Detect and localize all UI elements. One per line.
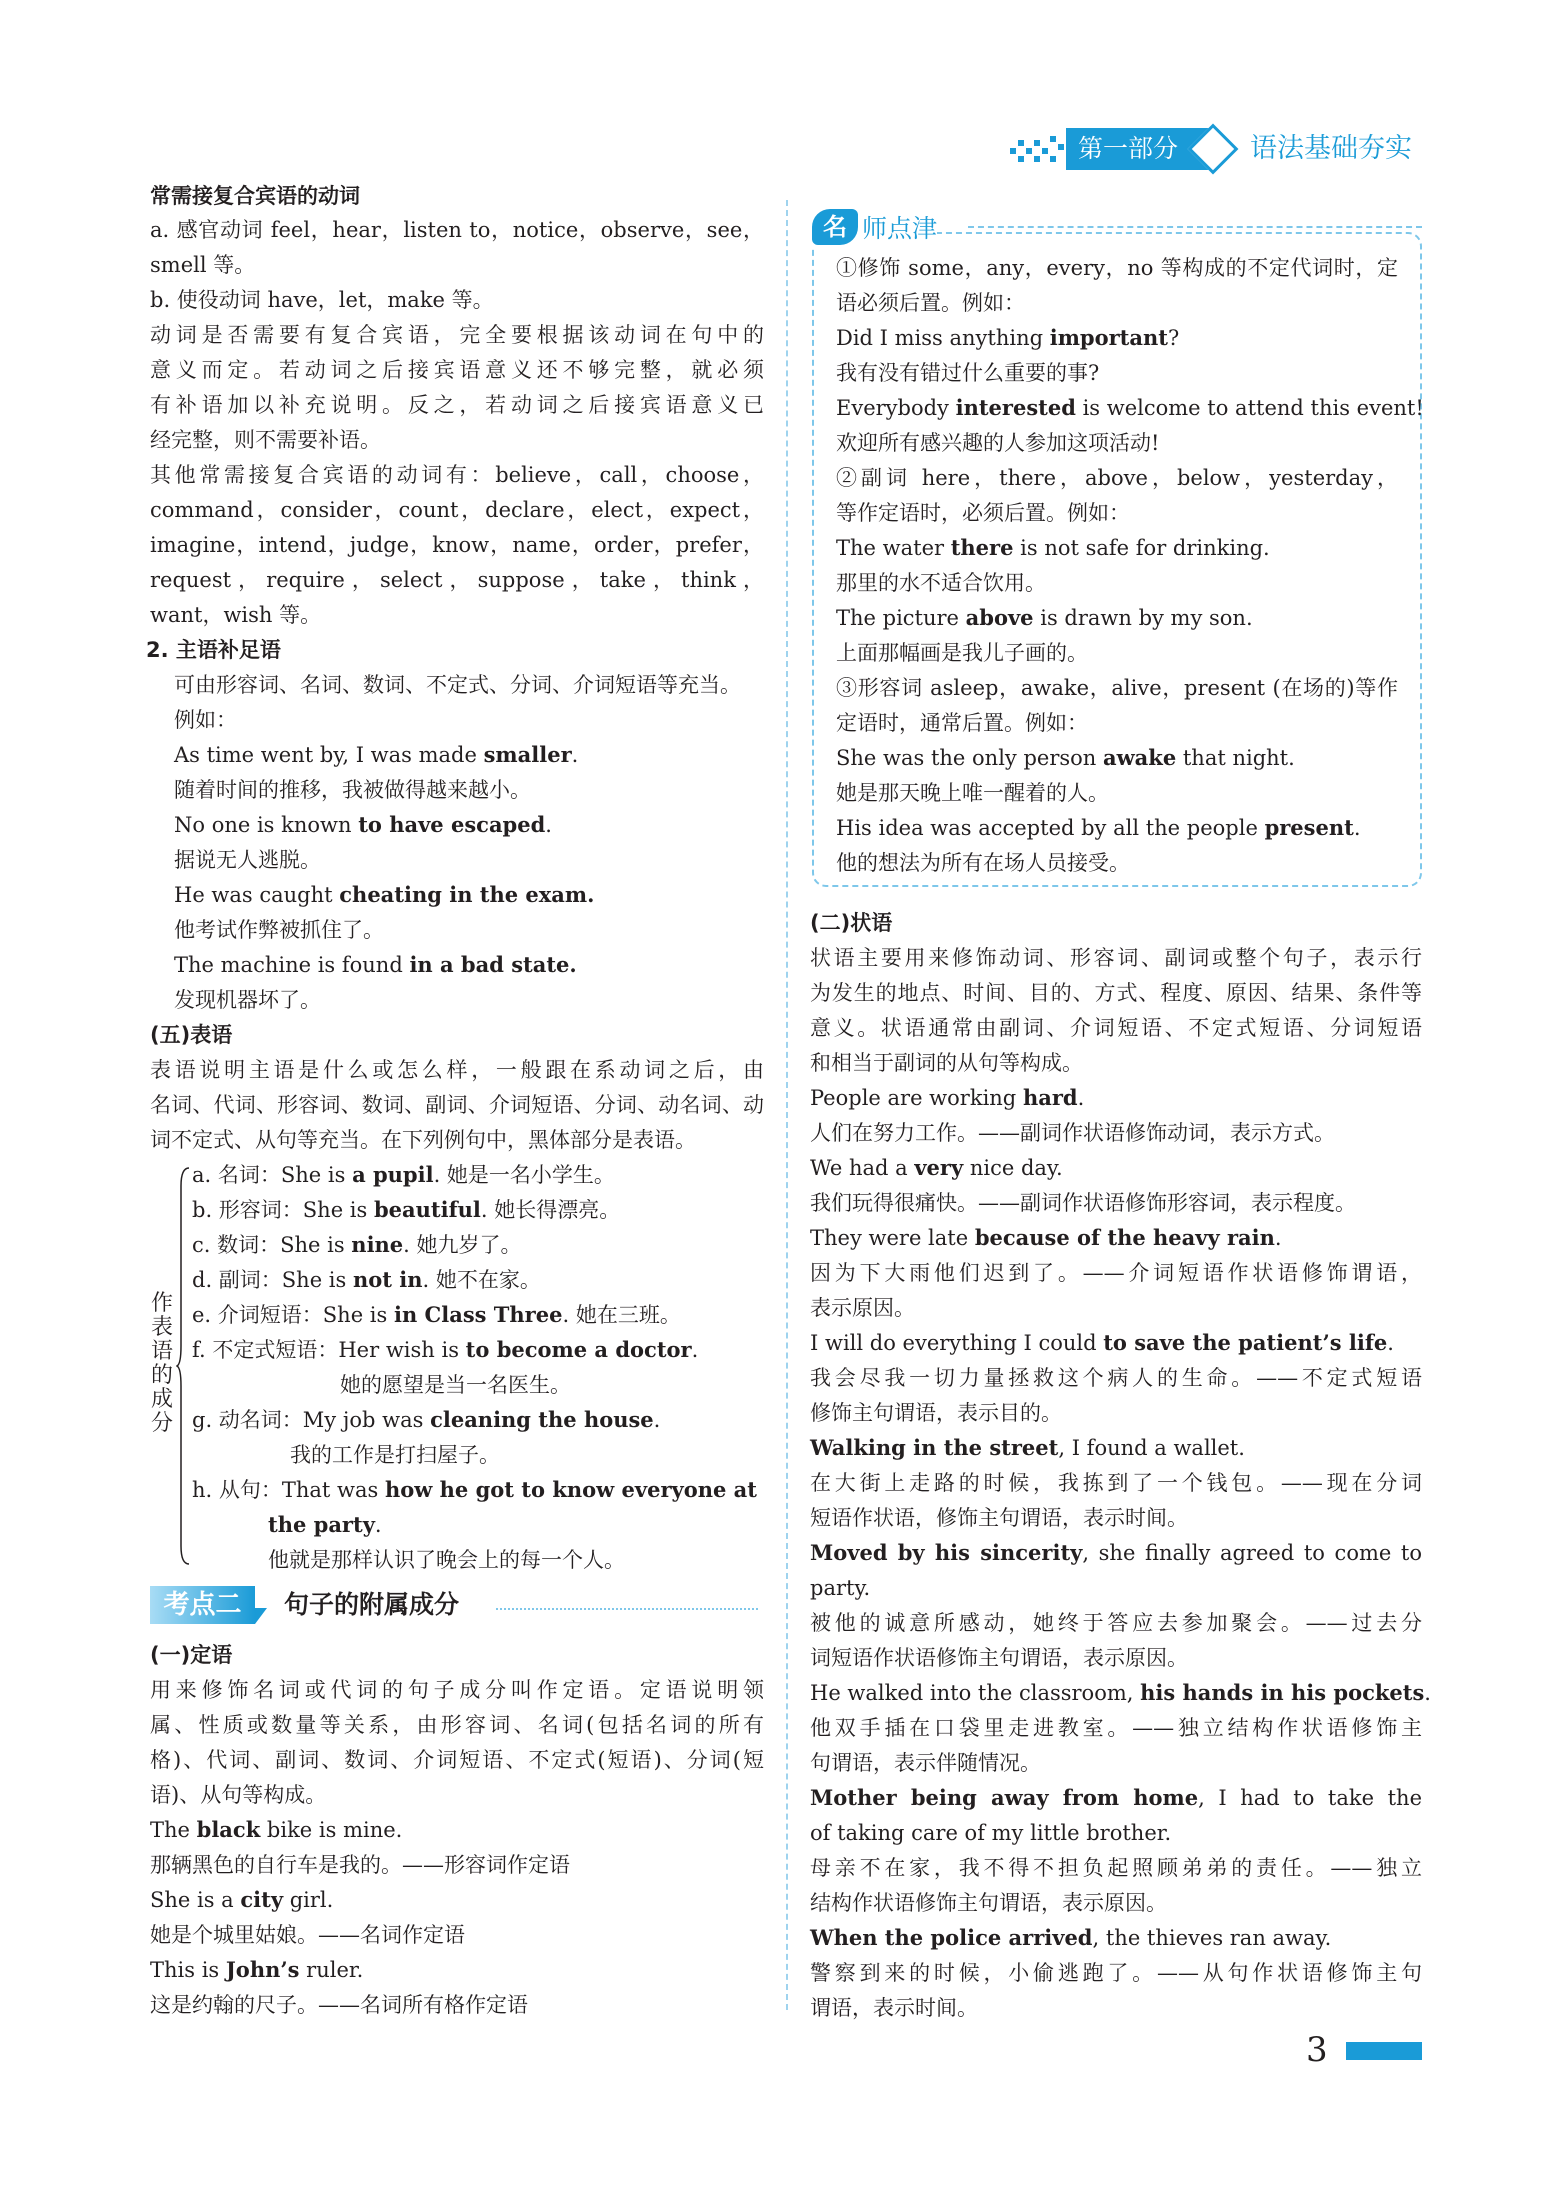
left-text-line: 她的愿望是当一名医生。	[340, 1373, 571, 1397]
right-text-line: Walking in the street, I found a wallet.	[810, 1435, 1245, 1460]
tip-badge: 名	[812, 209, 858, 245]
left-text-line: b. 形容词：She is beautiful. 她长得漂亮。	[192, 1197, 621, 1222]
right-text-line: 被他的诚意所感动，她终于答应去参加聚会。——过去分	[810, 1611, 1422, 1635]
left-text-line: the party.	[268, 1512, 382, 1537]
tip-text-line: 我有没有错过什么重要的事?	[836, 361, 1100, 385]
left-text-line: c. 数词：She is nine. 她九岁了。	[192, 1232, 522, 1257]
left-text-line: No one is known to have escaped.	[174, 812, 552, 837]
page-number-bar	[1346, 2042, 1422, 2060]
brace-label: 作 表 语 的 成 分	[150, 1291, 173, 1436]
right-text-line: 和相当于副词的从句等构成。	[810, 1051, 1083, 1075]
left-text-line: 我的工作是打扫屋子。	[290, 1443, 500, 1467]
left-text-line: The machine is found in a bad state.	[174, 952, 577, 977]
tip-text-line: 定语时，通常后置。例如：	[836, 711, 1088, 735]
kaodian-dotted-line	[496, 1608, 758, 1610]
right-text-line: party.	[810, 1576, 871, 1600]
brace-icon	[176, 1166, 190, 1566]
left-text-line: 可由形容词、名词、数词、不定式、分词、介词短语等充当。	[174, 673, 741, 697]
tip-text-line: 等作定语时，必须后置。例如：	[836, 501, 1130, 525]
left-text-line: 动词是否需要有复合宾语，完全要根据该动词在句中的	[150, 323, 764, 347]
right-text-line: 警察到来的时候，小偷逃跑了。——从句作状语修饰主句	[810, 1961, 1422, 1985]
header-decoration-icon	[1010, 136, 1070, 166]
column-divider	[786, 200, 788, 2010]
left-text-line: request，require，select，suppose，take，think，	[150, 568, 764, 592]
right-text-line: 谓语，表示时间。	[810, 1996, 978, 2020]
tip-text-line: 上面那幅画是我儿子画的。	[836, 641, 1088, 665]
left-text-line: 这是约翰的尺子。——名词所有格作定语	[150, 1993, 528, 2017]
left-text-line: 名词、代词、形容词、数词、副词、介词短语、分词、动名词、动	[150, 1093, 764, 1117]
tip-text-line: 欢迎所有感兴趣的人参加这项活动!	[836, 431, 1160, 455]
right-text-line: 结构作状语修饰主句谓语，表示原因。	[810, 1891, 1167, 1915]
tip-text-line: 他的想法为所有在场人员接受。	[836, 851, 1130, 875]
tip-text-line: The picture above is drawn by my son.	[836, 605, 1253, 630]
left-text-line: 据说无人逃脱。	[174, 848, 321, 872]
kaodian-tag: 考点二	[150, 1586, 255, 1624]
right-text-line: (二)状语	[810, 911, 893, 935]
left-text-line: 那辆黑色的自行车是我的。——形容词作定语	[150, 1853, 570, 1877]
left-text-line: 用来修饰名词或代词的句子成分叫作定语。定语说明领	[150, 1678, 764, 1702]
right-text-line: 他双手插在口袋里走进教室。——独立结构作状语修饰主	[810, 1716, 1422, 1740]
right-text-line: 人们在努力工作。——副词作状语修饰动词，表示方式。	[810, 1121, 1335, 1145]
left-text-line: (五)表语	[150, 1023, 233, 1047]
tip-text-line: She was the only person awake that night.	[836, 745, 1295, 770]
left-text-line: h. 从句：That was how he got to know everyone at	[192, 1477, 757, 1502]
left-text-line: He was caught cheating in the exam.	[174, 882, 595, 907]
left-text-line: 经完整，则不需要补语。	[150, 428, 381, 452]
right-text-line: 状语主要用来修饰动词、形容词、副词或整个句子，表示行	[810, 946, 1422, 970]
tip-text-line: 语必须后置。例如：	[836, 291, 1025, 315]
page-number: 3	[1306, 2030, 1328, 2070]
right-text-line: 因为下大雨他们迟到了。——介词短语作状语修饰谓语，	[810, 1261, 1422, 1285]
left-text-line: 他就是那样认识了晚会上的每一个人。	[268, 1548, 625, 1572]
left-text-line: e. 介词短语：She is in Class Three. 她在三班。	[192, 1302, 681, 1327]
left-text-line: command，consider，count，declare，elect，expect，	[150, 498, 764, 522]
left-text-line: g. 动名词：My job was cleaning the house.	[192, 1407, 661, 1432]
left-text-line: b. 使役动词 have，let，make 等。	[150, 288, 494, 312]
tip-text-line: ②副词 here，there，above，below，yesterday，	[836, 466, 1398, 490]
left-text-line: want，wish 等。	[150, 603, 322, 627]
tip-text-line: His idea was accepted by all the people present.	[836, 815, 1361, 840]
left-text-line: As time went by, I was made smaller.	[174, 742, 579, 767]
left-text-line: d. 副词：She is not in. 她不在家。	[192, 1267, 541, 1292]
tip-text-line: 她是那天晚上唯一醒着的人。	[836, 781, 1109, 805]
right-text-line: 表示原因。	[810, 1296, 915, 1320]
right-text-line: 修饰主句谓语，表示目的。	[810, 1401, 1062, 1425]
right-text-line: 我们玩得很痛快。——副词作状语修饰形容词，表示程度。	[810, 1191, 1356, 1215]
tip-header	[812, 208, 937, 246]
right-text-line: They were late because of the heavy rain.	[810, 1225, 1282, 1250]
right-text-line: 句谓语，表示伴随情况。	[810, 1751, 1041, 1775]
right-text-line: of taking care of my little brother.	[810, 1821, 1172, 1845]
left-text-line: a. 感官动词 feel，hear，listen to，notice，observe，see，	[150, 218, 764, 242]
left-text-line: 发现机器坏了。	[174, 988, 321, 1012]
left-text-line: 2. 主语补足语	[146, 638, 281, 662]
tip-label: 师点津	[862, 214, 938, 243]
left-text-line: 随着时间的推移，我被做得越来越小。	[174, 778, 531, 802]
tip-text-line: Did I miss anything important?	[836, 325, 1180, 350]
left-text-line: The black bike is mine.	[150, 1817, 403, 1842]
left-text-line: 属、性质或数量等关系，由形容词、名词(包括名词的所有	[150, 1713, 764, 1737]
tip-text-line: ①修饰 some，any，every，no 等构成的不定代词时，定	[836, 256, 1398, 280]
tip-text-line: Everybody interested is welcome to attend this event!	[836, 395, 1424, 420]
tip-text-line: 那里的水不适合饮用。	[836, 571, 1046, 595]
right-text-line: 母亲不在家，我不得不担负起照顾弟弟的责任。——独立	[810, 1856, 1422, 1880]
left-text-line: 他考试作弊被抓住了。	[174, 918, 384, 942]
left-text-line: (一)定语	[150, 1643, 233, 1667]
right-text-line: He walked into the classroom, his hands in his pockets.	[810, 1680, 1431, 1705]
right-text-line: 意义。状语通常由副词、介词短语、不定式短语、分词短语	[810, 1016, 1422, 1040]
right-text-line: Moved by his sincerity, she finally agreed to come to	[810, 1540, 1422, 1565]
kaodian-title: 句子的附属成分	[284, 1590, 460, 1619]
left-text-line: 有补语加以补充说明。反之，若动词之后接宾语意义已	[150, 393, 764, 417]
left-text-line: a. 名词：She is a pupil. 她是一名小学生。	[192, 1162, 615, 1187]
left-text-line: 格)、代词、副词、数词、介词短语、不定式(短语)、分词(短	[150, 1748, 764, 1772]
left-text-line: 她是个城里姑娘。——名词作定语	[150, 1923, 465, 1947]
right-text-line: 我会尽我一切力量拯救这个病人的生命。——不定式短语	[810, 1366, 1422, 1390]
left-text-line: 表语说明主语是什么或怎么样，一般跟在系动词之后，由	[150, 1058, 764, 1082]
tip-text-line: The water there is not safe for drinking.	[836, 535, 1270, 560]
left-text-line: She is a city girl.	[150, 1887, 334, 1912]
right-text-line: 短语作状语，修饰主句谓语，表示时间。	[810, 1506, 1188, 1530]
right-text-line: 在大街上走路的时候，我拣到了一个钱包。——现在分词	[810, 1471, 1422, 1495]
section-title: 语法基础夯实	[1250, 133, 1412, 164]
left-text-line: 例如：	[174, 708, 237, 732]
right-text-line: 词短语作状语修饰主句谓语，表示原因。	[810, 1646, 1188, 1670]
part-label: 第一部分	[1066, 128, 1212, 170]
left-text-line: 意义而定。若动词之后接宾语意义还不够完整，就必须	[150, 358, 764, 382]
right-text-line: We had a very nice day.	[810, 1155, 1063, 1180]
right-text-line: People are working hard.	[810, 1085, 1085, 1110]
right-text-line: 为发生的地点、时间、目的、方式、程度、原因、结果、条件等	[810, 981, 1422, 1005]
left-text-line: 词不定式、从句等充当。在下列例句中，黑体部分是表语。	[150, 1128, 696, 1152]
left-text-line: f. 不定式短语：Her wish is to become a doctor.	[192, 1337, 699, 1362]
left-text-line: This is John’s ruler.	[150, 1957, 364, 1982]
right-text-line: When the police arrived, the thieves ran away.	[810, 1925, 1332, 1950]
left-text-line: 常需接复合宾语的动词	[150, 184, 360, 208]
tip-top-line	[968, 226, 1422, 228]
right-text-line: I will do everything I could to save the patient’s life.	[810, 1330, 1394, 1355]
right-text-line: Mother being away from home, I had to take the	[810, 1785, 1422, 1810]
tip-text-line: ③形容词 asleep，awake，alive，present (在场的)等作	[836, 676, 1398, 700]
left-text-line: 其他常需接复合宾语的动词有：believe，call，choose，	[150, 463, 764, 487]
left-text-line: 语)、从句等构成。	[150, 1783, 327, 1807]
left-text-line: smell 等。	[150, 253, 256, 277]
left-text-line: imagine，intend，judge，know，name，order，prefer，	[150, 533, 764, 557]
